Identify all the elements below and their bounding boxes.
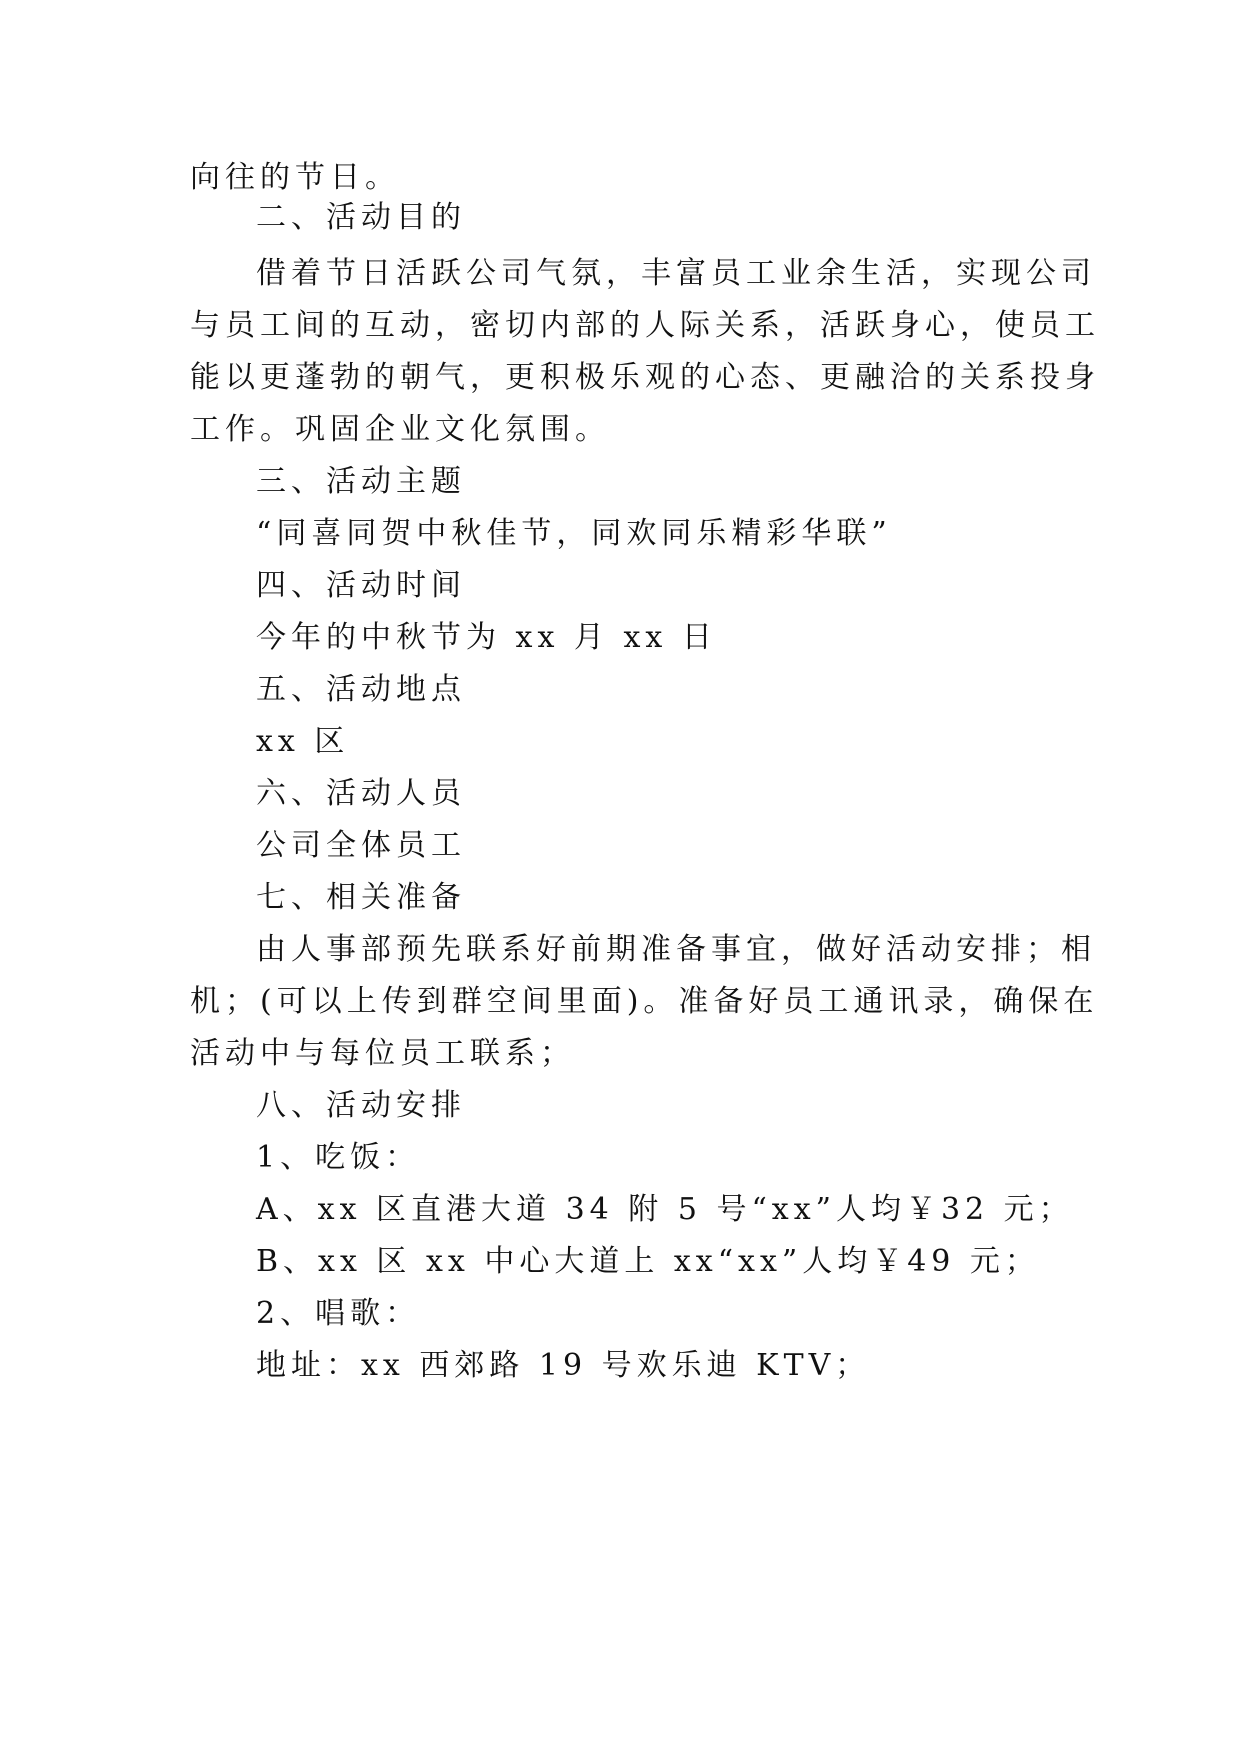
paragraph-line: xx 区 (256, 724, 350, 759)
paragraph-line: 由人事部预先联系好前期准备事宜，做好活动安排；相 (256, 932, 1096, 967)
section-heading: 五、活动地点 (256, 672, 466, 707)
section-heading: 三、活动主题 (256, 464, 466, 499)
paragraph-line: 今年的中秋节为 xx 月 xx 日 (256, 620, 717, 655)
paragraph-line: B、xx 区 xx 中心大道上 xx“xx”人均￥49 元； (256, 1244, 1040, 1279)
paragraph-line: 公司全体员工 (256, 828, 466, 863)
paragraph-line: 能以更蓬勃的朝气，更积极乐观的心态、更融洽的关系投身 (190, 360, 1100, 395)
section-heading: 六、活动人员 (256, 776, 466, 811)
paragraph-line: 活动中与每位员工联系； (190, 1036, 575, 1071)
section-heading: 四、活动时间 (256, 568, 466, 603)
paragraph-line: 与员工间的互动，密切内部的人际关系，活跃身心，使员工 (190, 308, 1100, 343)
paragraph-line: 机；(可以上传到群空间里面)。准备好员工通讯录，确保在 (190, 984, 1099, 1019)
section-heading: 二、活动目的 (256, 200, 466, 235)
paragraph-line: 向往的节日。 (190, 160, 400, 195)
paragraph-line: 1、吃饭： (256, 1140, 421, 1175)
paragraph-line: 借着节日活跃公司气氛，丰富员工业余生活，实现公司 (256, 256, 1096, 291)
paragraph-line: 2、唱歌： (256, 1296, 421, 1331)
paragraph-line: A、xx 区直港大道 34 附 5 号“xx”人均￥32 元； (256, 1192, 1074, 1227)
paragraph-line: “同喜同贺中秋佳节，同欢同乐精彩华联” (256, 516, 892, 551)
section-heading: 七、相关准备 (256, 880, 466, 915)
paragraph-line: 地址：xx 西郊路 19 号欢乐迪 KTV； (256, 1348, 871, 1383)
paragraph-line: 工作。巩固企业文化氛围。 (190, 412, 610, 447)
section-heading: 八、活动安排 (256, 1088, 466, 1123)
